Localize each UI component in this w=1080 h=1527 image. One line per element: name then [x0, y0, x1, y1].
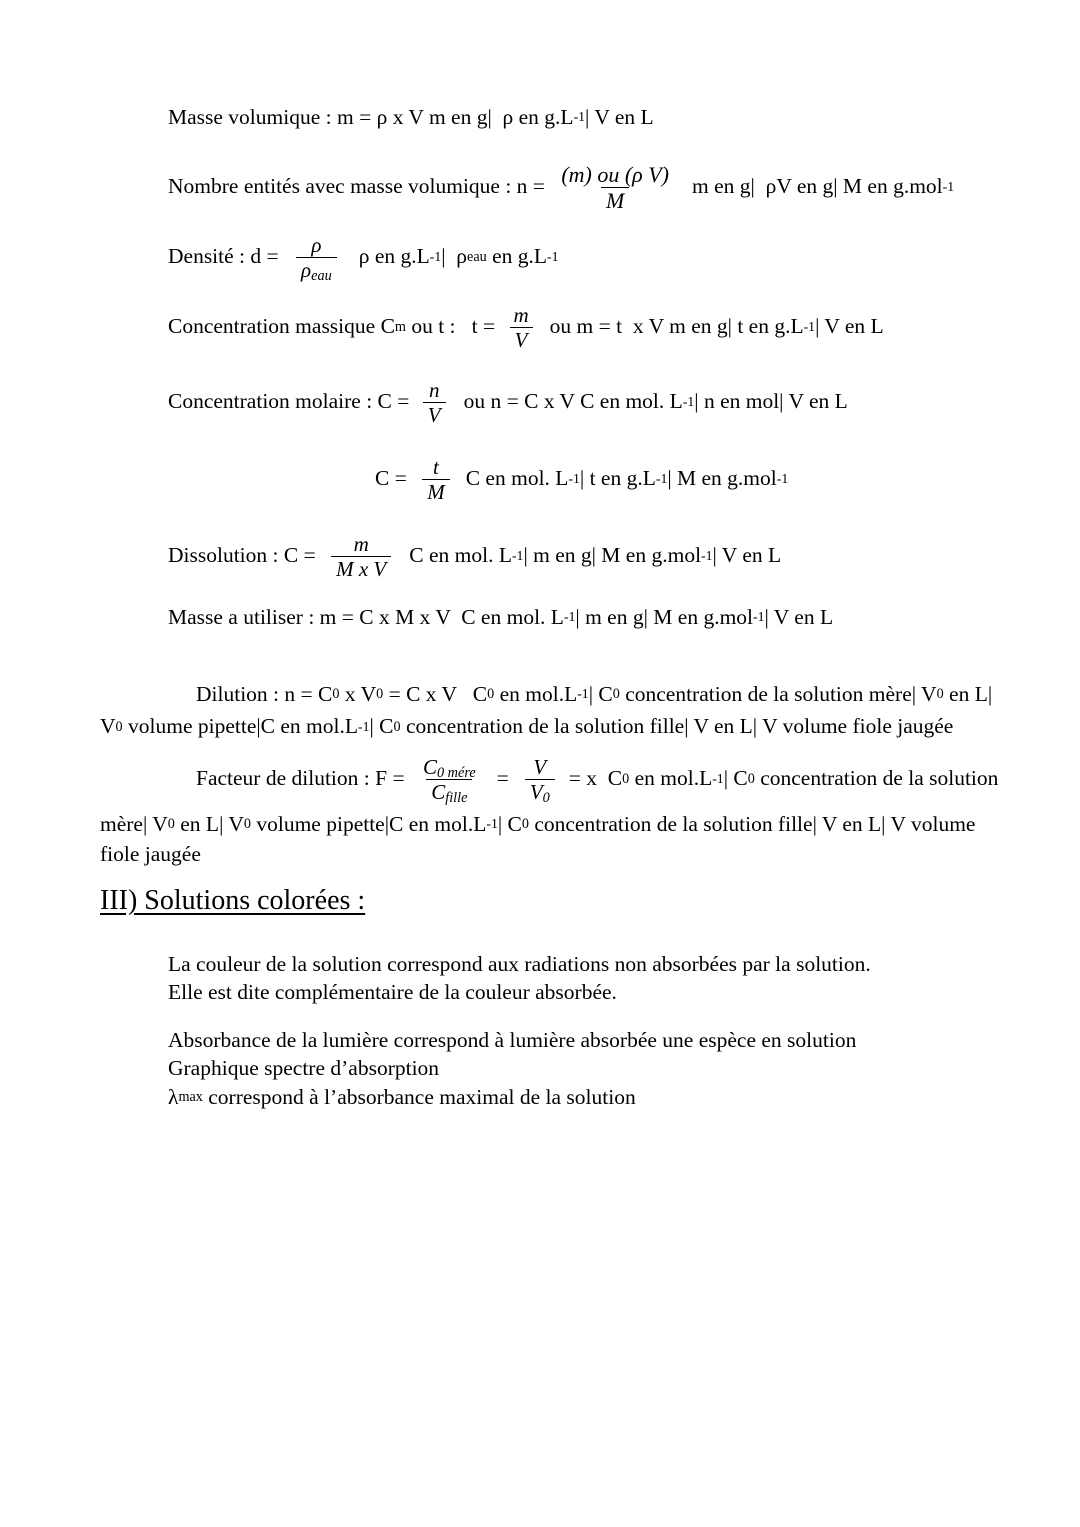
facteur-line2-d: | C [497, 812, 522, 837]
dissolution-units-c: | V en L [712, 543, 782, 568]
dilution-line2-a: V [100, 714, 116, 739]
numerator-base: C [422, 755, 437, 779]
dilution-line2-c: | C [369, 714, 394, 739]
masse-a-utiliser-units-c: | V en L [764, 605, 834, 629]
dilution-line2-b: volume pipette|C en mol.L [122, 714, 359, 739]
paragraph2-line-1: Absorbance de la lumière correspond à lumière absorbée une espèce en solution [168, 1028, 857, 1052]
densite-units-c: en g.L [486, 244, 548, 269]
dilution-line1-g: en L| [943, 682, 993, 706]
denominator-base: ρ [301, 258, 312, 283]
facteur-dilution-line-2: mère| V 0 en L| V 0 volume pipette|C en mol.L -1 | C 0 concentration de la solution fille| V en L| V volume [100, 810, 1000, 838]
facteur-line2-a: mère| V [100, 812, 168, 837]
facteur-dilution-fraction-2 [525, 755, 555, 807]
paragraph-couleur-solution [168, 950, 968, 1007]
paragraph1-line-2: Elle est dite complémentaire de la couleur absorbée. [168, 980, 617, 1005]
fraction-numerator: (m) ou (ρ V) [561, 162, 670, 187]
concentration-molaire-bis-units-b: | t en g.L [579, 466, 656, 491]
densite-units-a: ρ en g.L [358, 244, 430, 269]
fraction-numerator: m [353, 532, 369, 556]
masse-a-utiliser-units-b: | m en g| M en g.mol [575, 605, 754, 629]
dilution-line1-a: Dilution : n = C [196, 682, 333, 706]
paragraph2-line-3: λ max correspond à l’absorbance maximal de la solution [168, 1083, 968, 1111]
concentration-massique-units-a: ou m = t x V m en g| t en g.L [549, 314, 804, 339]
dissolution-units-b: | m en g| M en g.mol [523, 543, 702, 568]
formula-dissolution: Dissolution : C = $\frac{m}{\text{M x V}}$ C en mol. L -1 | m en g| M en g.mol -1 | V en L [168, 532, 782, 582]
fraction-denominator: M [422, 479, 450, 503]
denominator-base: C [431, 780, 446, 805]
paragraph2-line-2: Graphique spectre d’absorption [168, 1056, 440, 1081]
concentration-molaire-units-b: | n en mol| V en L [694, 389, 848, 414]
dissolution-fraction [331, 533, 391, 580]
facteur-dilution-fraction-1 [418, 755, 481, 807]
facteur-dilution-line-1: Facteur de dilution : F = $\frac{C_{0 mére}}{C_{fille}}$ = $\frac{V}{V_0}$ = x C 0 en mol.L -1 | C 0 concentration de la solution [196, 755, 999, 807]
lambda-description: correspond à l’absorbance maximal de la solution [202, 1084, 636, 1109]
fraction-numerator: m [513, 303, 529, 327]
concentration-molaire-bis-fraction [422, 456, 450, 503]
densite-label: Densité : d = [168, 244, 285, 269]
facteur-line2-b: en L| V [174, 812, 244, 837]
denominator-subscript: fille [445, 790, 468, 807]
facteur-line2-e: concentration de la solution fille| V en L| V volume [528, 812, 976, 837]
paragraph1-line-1: La couleur de la solution correspond aux radiations non absorbées par la solution. [168, 952, 871, 976]
densite-units-b: | ρ [441, 244, 468, 269]
facteur-line2-c: volume pipette|C en mol.L [250, 812, 487, 837]
concentration-molaire-label: Concentration molaire : C = [168, 389, 415, 414]
fraction-denominator: V [423, 402, 446, 426]
nombre-entites-fraction [556, 163, 674, 212]
masse-a-utiliser-label: Masse a utiliser : m = C x M x V C en mol. L [168, 605, 564, 629]
fraction-denominator [426, 779, 472, 807]
concentration-massique-units-b: | V en L [815, 314, 884, 339]
facteur-dilution-tail-b: en mol.L [629, 766, 713, 791]
facteur-dilution-tail-d: concentration de la solution [754, 766, 999, 791]
fraction-denominator [296, 257, 337, 285]
concentration-molaire-bis-units-a: C en mol. L [465, 466, 569, 491]
concentration-molaire-units-a: ou n = C x V C en mol. L [463, 389, 683, 414]
concentration-massique-label: Concentration massique C [168, 314, 395, 339]
facteur-dilution-tail-c: | C [723, 766, 748, 791]
dilution-line1-d: en mol.L [494, 682, 578, 706]
dilution-line-1: Dilution : n = C 0 x V 0 = C x V C 0 en mol.L -1 | C 0 concentration de la solution mère| V 0 en L| [100, 680, 1000, 708]
formula-nombre-entites: Nombre entités avec masse volumique : n = $\frac{\text{(m) ou (ρ V)}}{M}$ m en g| ρV en g| M en g.mol -1 [168, 162, 955, 214]
formula-masse-volumique: Masse volumique : m = ρ x V m en g| ρ en g.L -1 | V en L [168, 103, 654, 131]
formula-concentration-molaire-bis: C = $\frac{t}{M}$ C en mol. L -1 | t en g.L -1 | M en g.mol -1 [375, 455, 789, 505]
lambda-symbol: λ [168, 1084, 179, 1109]
nombre-entites-label: Nombre entités avec masse volumique : n = [168, 174, 551, 199]
facteur-dilution-equals: = [496, 766, 509, 791]
denominator-subscript: eau [311, 268, 332, 285]
fraction-numerator: V [533, 755, 547, 779]
masse-volumique-label: Masse volumique : m = ρ x V m en g| ρ en g.L [168, 105, 574, 129]
formula-dilution [100, 680, 1000, 741]
formula-concentration-massique: Concentration massique C m ou t : t = $\frac{m}{V}$ ou m = t x V m en g| t en g.L -1 | V en L [168, 303, 884, 353]
facteur-dilution-tail: = x C [568, 766, 623, 791]
densite-fraction [296, 233, 337, 285]
fraction-denominator: M x V [331, 556, 391, 580]
fraction-denominator: V [510, 327, 533, 351]
dilution-line-2: V 0 volume pipette|C en mol.L -1 | C 0 concentration de la solution fille| V en L| V volume fiole jaugée [100, 712, 1000, 740]
dissolution-label: Dissolution : C = [168, 543, 322, 568]
dissolution-units-a: C en mol. L [409, 543, 512, 568]
dilution-line1-b: x V [339, 682, 377, 706]
facteur-line3: fiole jaugée [100, 842, 201, 867]
concentration-molaire-bis-label: C = [375, 466, 413, 491]
formula-masse-a-utiliser: Masse a utiliser : m = C x M x V C en mol. L -1 | m en g| M en g.mol -1 | V en L [168, 603, 833, 631]
dilution-line2-d: concentration de la solution fille| V en L| V volume fiole jaugée [400, 714, 954, 739]
nombre-entites-units: m en g| ρV en g| M en g.mol [692, 174, 943, 199]
concentration-molaire-bis-units-c: | M en g.mol [667, 466, 777, 491]
concentration-molaire-fraction [423, 379, 446, 426]
formula-densite: Densité : d = $\frac{\rho}{\rho_{eau}}$ ρ en g.L -1 | ρ eau en g.L -1 [168, 233, 559, 285]
formula-facteur-dilution [100, 755, 1000, 869]
section-heading-solutions-colorees: III) Solutions colorées : [100, 885, 366, 916]
denominator-subscript: 0 [542, 790, 550, 807]
facteur-dilution-line-3 [100, 840, 1000, 868]
fraction-denominator: M [601, 187, 629, 212]
fraction-numerator [418, 755, 481, 782]
numerator-subscript: 0 mére [436, 765, 476, 782]
masse-volumique-tail: | V en L [585, 105, 654, 129]
dilution-line1-f: concentration de la solution mère| V [619, 682, 937, 706]
concentration-massique-label-b: ou t : t = [405, 314, 501, 339]
dilution-line1-e: | C [588, 682, 613, 706]
fraction-numerator: ρ [311, 233, 322, 257]
facteur-dilution-label: Facteur de dilution : F = [196, 766, 410, 791]
denominator-base: V [529, 780, 543, 805]
fraction-numerator: t [433, 455, 439, 479]
fraction-numerator: n [428, 378, 440, 402]
formula-concentration-molaire: Concentration molaire : C = $\frac{n}{V}$ ou n = C x V C en mol. L -1 | n en mol| V en L [168, 378, 848, 428]
concentration-massique-fraction [509, 304, 534, 351]
fraction-denominator [525, 779, 555, 807]
dilution-line1-c: = C x V C [383, 682, 488, 706]
paragraph-absorbance [168, 1026, 968, 1111]
